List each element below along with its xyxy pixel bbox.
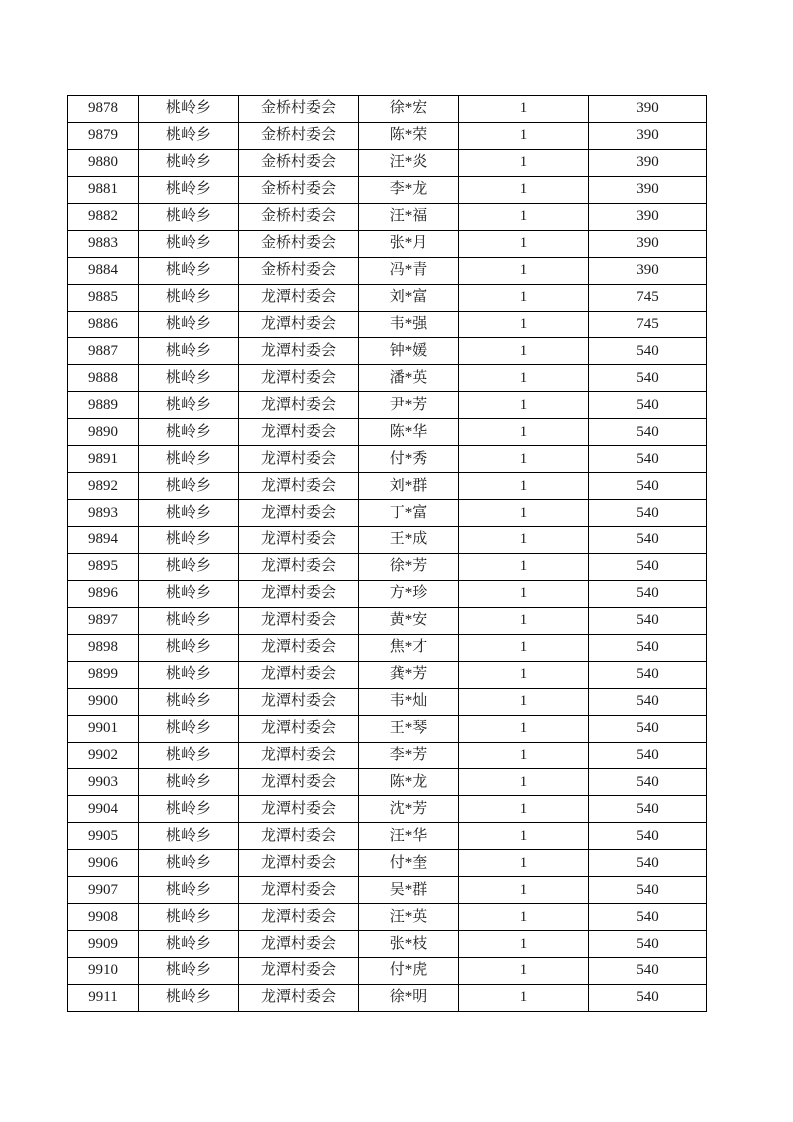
- person-name-cell: 黄*安: [359, 607, 459, 634]
- table-row: [68, 553, 707, 580]
- person-name-cell: 冯*青: [359, 257, 459, 284]
- serial-number-cell: 9881: [68, 176, 139, 203]
- township-cell: 桃岭乡: [139, 311, 239, 338]
- person-name-cell: 徐*宏: [359, 96, 459, 123]
- person-name-cell: 汪*华: [359, 823, 459, 850]
- table-row: [68, 311, 707, 338]
- table-row: [68, 931, 707, 958]
- count-cell: 1: [459, 607, 589, 634]
- serial-number-cell: 9884: [68, 257, 139, 284]
- village-committee-cell: 龙潭村委会: [239, 392, 359, 419]
- person-name-cell: 张*枝: [359, 931, 459, 958]
- township-cell: 桃岭乡: [139, 580, 239, 607]
- township-cell: 桃岭乡: [139, 661, 239, 688]
- count-cell: 1: [459, 796, 589, 823]
- amount-cell: 540: [589, 661, 707, 688]
- serial-number-cell: 9896: [68, 580, 139, 607]
- count-cell: 1: [459, 122, 589, 149]
- count-cell: 1: [459, 257, 589, 284]
- township-cell: 桃岭乡: [139, 958, 239, 985]
- table-row: [68, 904, 707, 931]
- table-row: [68, 661, 707, 688]
- serial-number-cell: 9894: [68, 527, 139, 554]
- serial-number-cell: 9910: [68, 958, 139, 985]
- count-cell: 1: [459, 553, 589, 580]
- person-name-cell: 方*珍: [359, 580, 459, 607]
- township-cell: 桃岭乡: [139, 203, 239, 230]
- table-row: [68, 527, 707, 554]
- township-cell: 桃岭乡: [139, 688, 239, 715]
- person-name-cell: 尹*芳: [359, 392, 459, 419]
- count-cell: 1: [459, 203, 589, 230]
- serial-number-cell: 9889: [68, 392, 139, 419]
- township-cell: 桃岭乡: [139, 230, 239, 257]
- person-name-cell: 李*芳: [359, 742, 459, 769]
- person-name-cell: 陈*华: [359, 419, 459, 446]
- count-cell: 1: [459, 365, 589, 392]
- count-cell: 1: [459, 446, 589, 473]
- township-cell: 桃岭乡: [139, 365, 239, 392]
- serial-number-cell: 9891: [68, 446, 139, 473]
- count-cell: 1: [459, 958, 589, 985]
- serial-number-cell: 9893: [68, 500, 139, 527]
- township-cell: 桃岭乡: [139, 527, 239, 554]
- count-cell: 1: [459, 230, 589, 257]
- serial-number-cell: 9905: [68, 823, 139, 850]
- village-committee-cell: 龙潭村委会: [239, 527, 359, 554]
- amount-cell: 540: [589, 500, 707, 527]
- amount-cell: 540: [589, 958, 707, 985]
- count-cell: 1: [459, 176, 589, 203]
- count-cell: 1: [459, 473, 589, 500]
- table-row: [68, 984, 707, 1011]
- amount-cell: 390: [589, 149, 707, 176]
- serial-number-cell: 9892: [68, 473, 139, 500]
- table-row: [68, 877, 707, 904]
- serial-number-cell: 9895: [68, 553, 139, 580]
- person-name-cell: 吴*群: [359, 877, 459, 904]
- village-committee-cell: 龙潭村委会: [239, 850, 359, 877]
- village-committee-cell: 龙潭村委会: [239, 500, 359, 527]
- person-name-cell: 钟*媛: [359, 338, 459, 365]
- village-committee-cell: 龙潭村委会: [239, 877, 359, 904]
- township-cell: 桃岭乡: [139, 607, 239, 634]
- person-name-cell: 付*虎: [359, 958, 459, 985]
- table-row: [68, 230, 707, 257]
- serial-number-cell: 9879: [68, 122, 139, 149]
- amount-cell: 540: [589, 365, 707, 392]
- serial-number-cell: 9899: [68, 661, 139, 688]
- amount-cell: 540: [589, 580, 707, 607]
- count-cell: 1: [459, 688, 589, 715]
- amount-cell: 540: [589, 419, 707, 446]
- person-name-cell: 徐*明: [359, 984, 459, 1011]
- count-cell: 1: [459, 715, 589, 742]
- person-name-cell: 徐*芳: [359, 553, 459, 580]
- township-cell: 桃岭乡: [139, 446, 239, 473]
- amount-cell: 390: [589, 230, 707, 257]
- count-cell: 1: [459, 769, 589, 796]
- village-committee-cell: 龙潭村委会: [239, 984, 359, 1011]
- township-cell: 桃岭乡: [139, 257, 239, 284]
- township-cell: 桃岭乡: [139, 877, 239, 904]
- person-name-cell: 付*奎: [359, 850, 459, 877]
- person-name-cell: 付*秀: [359, 446, 459, 473]
- village-committee-cell: 龙潭村委会: [239, 904, 359, 931]
- township-cell: 桃岭乡: [139, 553, 239, 580]
- serial-number-cell: 9883: [68, 230, 139, 257]
- count-cell: 1: [459, 823, 589, 850]
- table-row: [68, 958, 707, 985]
- township-cell: 桃岭乡: [139, 742, 239, 769]
- amount-cell: 540: [589, 850, 707, 877]
- village-committee-cell: 龙潭村委会: [239, 419, 359, 446]
- township-cell: 桃岭乡: [139, 850, 239, 877]
- subsidy-roster-table: [67, 95, 707, 1012]
- township-cell: 桃岭乡: [139, 500, 239, 527]
- village-committee-cell: 龙潭村委会: [239, 446, 359, 473]
- person-name-cell: 韦*强: [359, 311, 459, 338]
- township-cell: 桃岭乡: [139, 634, 239, 661]
- village-committee-cell: 龙潭村委会: [239, 338, 359, 365]
- village-committee-cell: 龙潭村委会: [239, 823, 359, 850]
- amount-cell: 745: [589, 284, 707, 311]
- table-row: [68, 446, 707, 473]
- count-cell: 1: [459, 931, 589, 958]
- amount-cell: 540: [589, 715, 707, 742]
- count-cell: 1: [459, 984, 589, 1011]
- amount-cell: 540: [589, 473, 707, 500]
- table-row: [68, 796, 707, 823]
- township-cell: 桃岭乡: [139, 984, 239, 1011]
- table-row: [68, 688, 707, 715]
- person-name-cell: 陈*龙: [359, 769, 459, 796]
- village-committee-cell: 龙潭村委会: [239, 634, 359, 661]
- count-cell: 1: [459, 149, 589, 176]
- table-row: [68, 392, 707, 419]
- table-row: [68, 634, 707, 661]
- amount-cell: 390: [589, 203, 707, 230]
- township-cell: 桃岭乡: [139, 338, 239, 365]
- serial-number-cell: 9886: [68, 311, 139, 338]
- person-name-cell: 潘*英: [359, 365, 459, 392]
- village-committee-cell: 龙潭村委会: [239, 931, 359, 958]
- village-committee-cell: 金桥村委会: [239, 122, 359, 149]
- village-committee-cell: 龙潭村委会: [239, 769, 359, 796]
- amount-cell: 390: [589, 122, 707, 149]
- amount-cell: 390: [589, 257, 707, 284]
- table-row: [68, 715, 707, 742]
- village-committee-cell: 龙潭村委会: [239, 661, 359, 688]
- table-body: [68, 96, 707, 1012]
- village-committee-cell: 龙潭村委会: [239, 580, 359, 607]
- amount-cell: 540: [589, 607, 707, 634]
- table-row: [68, 419, 707, 446]
- person-name-cell: 韦*灿: [359, 688, 459, 715]
- person-name-cell: 李*龙: [359, 176, 459, 203]
- amount-cell: 540: [589, 634, 707, 661]
- table-row: [68, 176, 707, 203]
- table-row: [68, 580, 707, 607]
- amount-cell: 540: [589, 553, 707, 580]
- township-cell: 桃岭乡: [139, 96, 239, 123]
- count-cell: 1: [459, 580, 589, 607]
- township-cell: 桃岭乡: [139, 419, 239, 446]
- serial-number-cell: 9878: [68, 96, 139, 123]
- township-cell: 桃岭乡: [139, 904, 239, 931]
- table-row: [68, 257, 707, 284]
- serial-number-cell: 9911: [68, 984, 139, 1011]
- serial-number-cell: 9904: [68, 796, 139, 823]
- person-name-cell: 焦*才: [359, 634, 459, 661]
- township-cell: 桃岭乡: [139, 122, 239, 149]
- township-cell: 桃岭乡: [139, 473, 239, 500]
- serial-number-cell: 9880: [68, 149, 139, 176]
- township-cell: 桃岭乡: [139, 931, 239, 958]
- serial-number-cell: 9885: [68, 284, 139, 311]
- serial-number-cell: 9901: [68, 715, 139, 742]
- serial-number-cell: 9898: [68, 634, 139, 661]
- village-committee-cell: 龙潭村委会: [239, 715, 359, 742]
- count-cell: 1: [459, 527, 589, 554]
- person-name-cell: 陈*荣: [359, 122, 459, 149]
- amount-cell: 390: [589, 176, 707, 203]
- table-row: [68, 284, 707, 311]
- table-row: [68, 769, 707, 796]
- table-row: [68, 473, 707, 500]
- amount-cell: 540: [589, 392, 707, 419]
- township-cell: 桃岭乡: [139, 149, 239, 176]
- village-committee-cell: 龙潭村委会: [239, 742, 359, 769]
- village-committee-cell: 龙潭村委会: [239, 284, 359, 311]
- person-name-cell: 王*成: [359, 527, 459, 554]
- count-cell: 1: [459, 338, 589, 365]
- village-committee-cell: 金桥村委会: [239, 257, 359, 284]
- village-committee-cell: 金桥村委会: [239, 203, 359, 230]
- serial-number-cell: 9908: [68, 904, 139, 931]
- table-row: [68, 122, 707, 149]
- count-cell: 1: [459, 850, 589, 877]
- amount-cell: 540: [589, 338, 707, 365]
- person-name-cell: 张*月: [359, 230, 459, 257]
- table-row: [68, 742, 707, 769]
- person-name-cell: 刘*富: [359, 284, 459, 311]
- count-cell: 1: [459, 634, 589, 661]
- count-cell: 1: [459, 392, 589, 419]
- township-cell: 桃岭乡: [139, 176, 239, 203]
- person-name-cell: 汪*英: [359, 904, 459, 931]
- table-row: [68, 607, 707, 634]
- township-cell: 桃岭乡: [139, 715, 239, 742]
- village-committee-cell: 金桥村委会: [239, 149, 359, 176]
- amount-cell: 540: [589, 688, 707, 715]
- serial-number-cell: 9909: [68, 931, 139, 958]
- village-committee-cell: 龙潭村委会: [239, 958, 359, 985]
- township-cell: 桃岭乡: [139, 392, 239, 419]
- village-committee-cell: 龙潭村委会: [239, 553, 359, 580]
- serial-number-cell: 9902: [68, 742, 139, 769]
- person-name-cell: 丁*富: [359, 500, 459, 527]
- township-cell: 桃岭乡: [139, 284, 239, 311]
- township-cell: 桃岭乡: [139, 823, 239, 850]
- village-committee-cell: 金桥村委会: [239, 176, 359, 203]
- count-cell: 1: [459, 877, 589, 904]
- table-row: [68, 96, 707, 123]
- person-name-cell: 刘*群: [359, 473, 459, 500]
- table-row: [68, 823, 707, 850]
- amount-cell: 540: [589, 904, 707, 931]
- village-committee-cell: 金桥村委会: [239, 96, 359, 123]
- table-row: [68, 500, 707, 527]
- table-row: [68, 338, 707, 365]
- amount-cell: 540: [589, 769, 707, 796]
- table-row: [68, 365, 707, 392]
- serial-number-cell: 9890: [68, 419, 139, 446]
- amount-cell: 540: [589, 796, 707, 823]
- table-row: [68, 850, 707, 877]
- amount-cell: 390: [589, 96, 707, 123]
- amount-cell: 745: [589, 311, 707, 338]
- serial-number-cell: 9907: [68, 877, 139, 904]
- serial-number-cell: 9887: [68, 338, 139, 365]
- village-committee-cell: 龙潭村委会: [239, 473, 359, 500]
- table-row: [68, 149, 707, 176]
- serial-number-cell: 9888: [68, 365, 139, 392]
- amount-cell: 540: [589, 877, 707, 904]
- person-name-cell: 龚*芳: [359, 661, 459, 688]
- serial-number-cell: 9900: [68, 688, 139, 715]
- village-committee-cell: 龙潭村委会: [239, 311, 359, 338]
- township-cell: 桃岭乡: [139, 769, 239, 796]
- count-cell: 1: [459, 904, 589, 931]
- serial-number-cell: 9906: [68, 850, 139, 877]
- person-name-cell: 沈*芳: [359, 796, 459, 823]
- amount-cell: 540: [589, 984, 707, 1011]
- count-cell: 1: [459, 284, 589, 311]
- amount-cell: 540: [589, 742, 707, 769]
- village-committee-cell: 龙潭村委会: [239, 365, 359, 392]
- count-cell: 1: [459, 742, 589, 769]
- person-name-cell: 汪*炎: [359, 149, 459, 176]
- serial-number-cell: 9903: [68, 769, 139, 796]
- amount-cell: 540: [589, 446, 707, 473]
- amount-cell: 540: [589, 527, 707, 554]
- count-cell: 1: [459, 311, 589, 338]
- table-row: [68, 203, 707, 230]
- township-cell: 桃岭乡: [139, 796, 239, 823]
- count-cell: 1: [459, 419, 589, 446]
- amount-cell: 540: [589, 823, 707, 850]
- count-cell: 1: [459, 96, 589, 123]
- village-committee-cell: 金桥村委会: [239, 230, 359, 257]
- person-name-cell: 王*琴: [359, 715, 459, 742]
- amount-cell: 540: [589, 931, 707, 958]
- person-name-cell: 汪*福: [359, 203, 459, 230]
- count-cell: 1: [459, 661, 589, 688]
- serial-number-cell: 9897: [68, 607, 139, 634]
- village-committee-cell: 龙潭村委会: [239, 796, 359, 823]
- village-committee-cell: 龙潭村委会: [239, 688, 359, 715]
- count-cell: 1: [459, 500, 589, 527]
- serial-number-cell: 9882: [68, 203, 139, 230]
- village-committee-cell: 龙潭村委会: [239, 607, 359, 634]
